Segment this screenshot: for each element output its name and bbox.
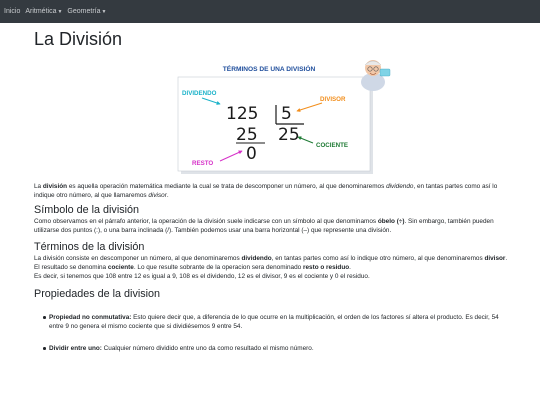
terms-paragraph: La división consiste en descomponer un número, al que denominaremos dividendo, en tantas partes como así lo indique otro número, al que denominaremos divisor. El resultado se denomina cociente. Lo que resulte sobrante de la operacion sera denominado resto o residuo. [34, 255, 508, 271]
professor-mascot-icon [361, 60, 390, 91]
top-navbar [0, 0, 540, 23]
section-heading-terms: Términos de la división [34, 241, 145, 253]
nav-item-inicio[interactable] [4, 8, 20, 15]
division-terms-figure [170, 57, 404, 176]
figure-title: TÉRMINOS DE UNA DIVISIÓN [222, 66, 316, 73]
page-title: La División [34, 29, 123, 49]
section-heading-symbol: Símbolo de la división [34, 204, 140, 216]
nav-item-label: Inicio [4, 8, 21, 15]
divisor-label: DIVISOR [320, 96, 346, 103]
list-item: Propiedad no conmutativa: Esto quiere decir que, a diferencia de lo que ocurre en la multiplicación, el orden de los factores sí altera el producto. Es decir, 54 entre 9 no genera el mismo cociente que si dividiésemos 9 entre 54. [44, 313, 512, 331]
dividend-label: DIVIDENDO [182, 90, 217, 97]
nav-item-geometria[interactable] [67, 8, 106, 15]
remainder-number: 0 [246, 144, 257, 164]
quotient-label: COCIENTE [316, 142, 348, 149]
caret-down-icon: ▼ [57, 9, 63, 15]
dividend-number: 125 [226, 104, 259, 124]
division-terms-diagram [170, 57, 404, 176]
quotient-number: 25 [278, 125, 300, 145]
terms-example-paragraph: Es decir, si tenemos que 108 entre 12 es igual a 9, 108 es el dividendo, 12 es el divisor, 9 es el cociente y 0 el residuo. [34, 273, 370, 280]
remainder-label: RESTO [192, 160, 214, 167]
nav-item-label: Aritmética [25, 8, 57, 15]
main-content [34, 23, 512, 353]
list-item: Dividir entre uno: Cualquier número dividido entre uno da como resultado el mismo número. [44, 344, 512, 353]
partial-product-number: 25 [236, 125, 258, 145]
properties-list [34, 313, 512, 353]
nav-item-label: Geometría [67, 8, 101, 15]
caret-down-icon: ▼ [101, 9, 107, 15]
nav-item-aritmetica[interactable] [25, 8, 62, 15]
symbol-paragraph: Como observamos en el párrafo anterior, la operación de la división suele indicarse con un símbolo al que denominamos óbelo (÷). Sin embargo, también pueden utilizarse dos puntos (:), o una barra inclinada (/). También podemos usar una barra horizontal (–) que represente una división. [34, 218, 494, 234]
divisor-number: 5 [281, 104, 292, 124]
section-heading-properties: Propiedades de la division [34, 288, 161, 300]
intro-paragraph: La división es aquella operación matemática mediante la cual se trata de descomponer un número, al que denominaremos dividendo, en tantas partes como así lo indique otro número, al que llamaremos divisor. [34, 183, 498, 199]
